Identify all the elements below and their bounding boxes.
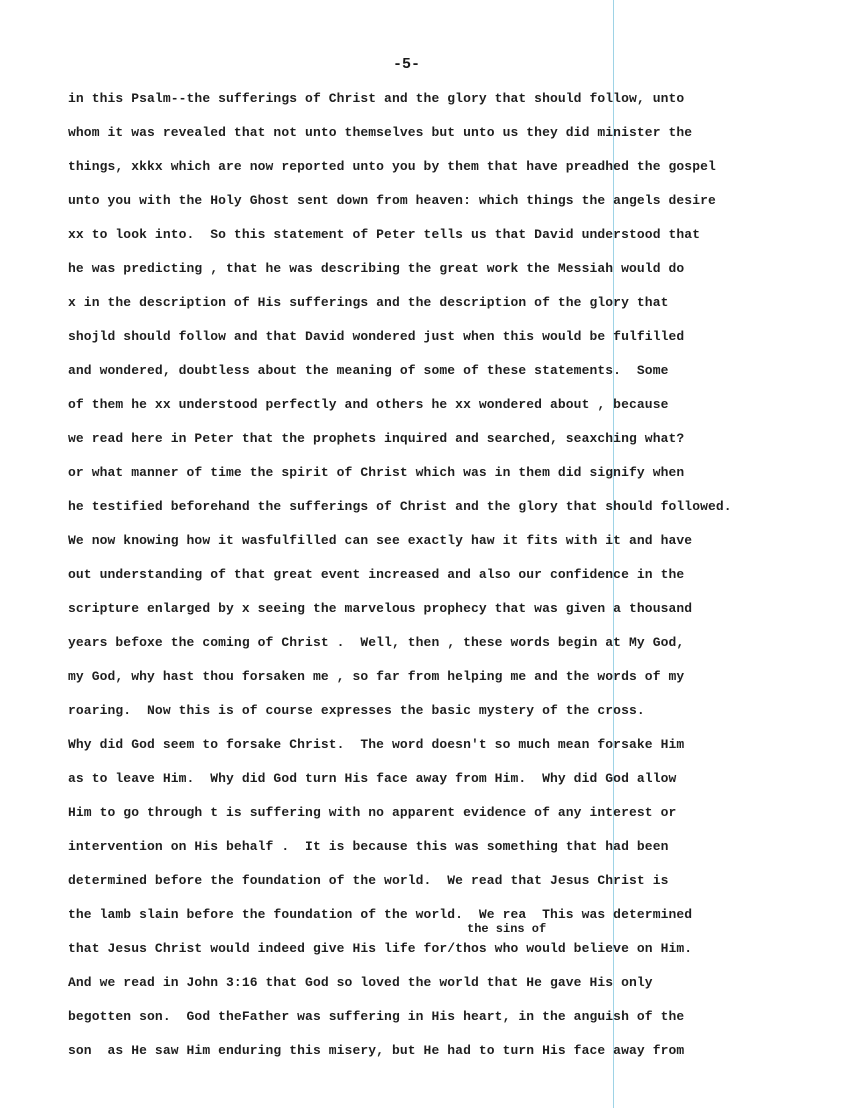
text-line: We now knowing how it wasfulfilled can see exactly haw it fits with it and have xyxy=(68,533,693,548)
text-line: And we read in John 3:16 that God so loved the world that He gave His only xyxy=(68,975,653,990)
text-line: whom it was revealed that not unto themselves but unto us they did minister the xyxy=(68,125,693,140)
text-line: we read here in Peter that the prophets inquired and searched, seaxching what? xyxy=(68,431,685,446)
text-line: the lamb slain before the foundation of the world. We rea This was determined xyxy=(68,907,693,922)
text-line: he was predicting , that he was describing the great work the Messiah would do xyxy=(68,261,685,276)
text-line: scripture enlarged by x seeing the marvelous prophecy that was given a thousand xyxy=(68,601,693,616)
text-line: as to leave Him. Why did God turn His face away from Him. Why did God allow xyxy=(68,771,677,786)
text-line: roaring. Now this is of course expresses the basic mystery of the cross. xyxy=(68,703,645,718)
text-line: x in the description of His sufferings and the description of the glory that xyxy=(68,295,669,310)
text-line: things, xkkx which are now reported unto you by them that have preadhed the gospel xyxy=(68,159,716,174)
text-line: out understanding of that great event increased and also our confidence in the xyxy=(68,567,685,582)
text-line: in this Psalm--the sufferings of Christ and the glory that should follow, unto xyxy=(68,91,685,106)
text-line: that Jesus Christ would indeed give His life for/thos who would believe on Him. xyxy=(68,941,693,956)
text-line: and wondered, doubtless about the meaning of some of these statements. Some xyxy=(68,363,669,378)
text-line: xx to look into. So this statement of Peter tells us that David understood that xyxy=(68,227,701,242)
text-line: Him to go through t is suffering with no apparent evidence of any interest or xyxy=(68,805,677,820)
text-line: begotten son. God theFather was suffering in His heart, in the anguish of the xyxy=(68,1009,685,1024)
text-line: determined before the foundation of the world. We read that Jesus Christ is xyxy=(68,873,669,888)
text-line: unto you with the Holy Ghost sent down from heaven: which things the angels desire xyxy=(68,193,716,208)
interlinear-insertion: the sins of xyxy=(467,922,547,936)
text-line: of them he xx understood perfectly and others he xx wondered about , because xyxy=(68,397,669,412)
text-line: son as He saw Him enduring this misery, but He had to turn His face away from xyxy=(68,1043,685,1058)
text-line: my God, why hast thou forsaken me , so far from helping me and the words of my xyxy=(68,669,685,684)
text-line: or what manner of time the spirit of Christ which was in them did signify when xyxy=(68,465,685,480)
text-line: years befoxe the coming of Christ . Well, then , these words begin at My God, xyxy=(68,635,685,650)
text-line: intervention on His behalf . It is because this was something that had been xyxy=(68,839,669,854)
page-number: -5- xyxy=(393,56,421,73)
text-line: Why did God seem to forsake Christ. The word doesn't so much mean forsake Him xyxy=(68,737,685,752)
text-line: he testified beforehand the sufferings of Christ and the glory that should followed. xyxy=(68,499,732,514)
text-line: shojld should follow and that David wondered just when this would be fulfilled xyxy=(68,329,685,344)
